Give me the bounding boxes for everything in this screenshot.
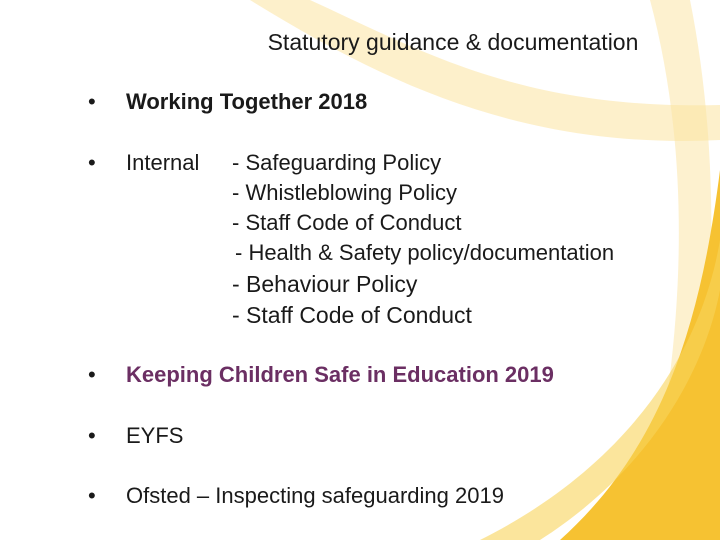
internal-sub-item: - Behaviour Policy [232,271,418,297]
bullet-icon: • [88,483,96,508]
slide-title: Statutory guidance & documentation [267,29,639,55]
bullet-icon: • [88,150,96,175]
internal-sub-item: - Whistleblowing Policy [232,180,457,205]
internal-sub-item: - Health & Safety policy/documentation [235,240,615,265]
bullet-eyfs: EYFS [126,423,184,448]
top-light-swoosh [250,0,720,141]
internal-sub-item: - Staff Code of Conduct [232,302,472,328]
bullet-icon: • [88,89,96,114]
bullet-kcsie: Keeping Children Safe in Education 2019 [126,362,554,387]
internal-sub-item: - Staff Code of Conduct [232,210,462,235]
bullet-internal-label: Internal [126,150,200,175]
bullet-ofsted: Ofsted – Inspecting safeguarding 2019 [126,483,504,508]
bullet-icon: • [88,362,96,387]
internal-sub-item: - Safeguarding Policy [232,150,442,175]
bullet-icon: • [88,423,96,448]
bullet-working-together: Working Together 2018 [126,89,368,114]
